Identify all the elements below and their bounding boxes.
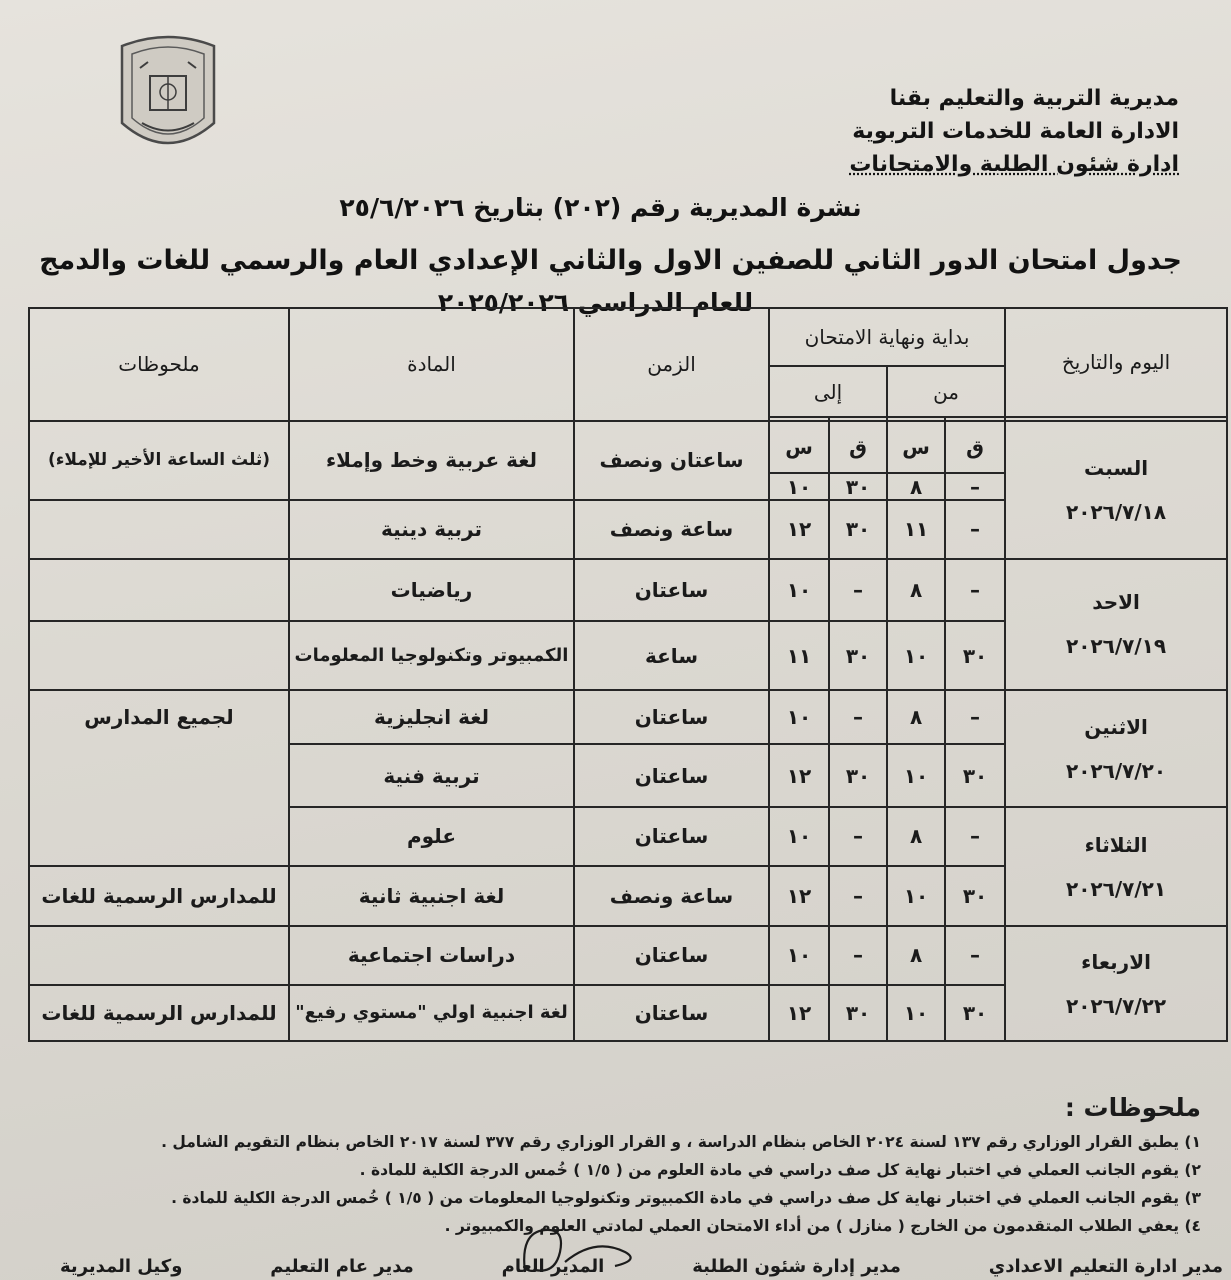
note-item: ٤) يعفي الطلاب المتقدمون من الخارج ( منازل ) من أداء الامتحان العملي لمادتي العلوم والكمبيوتر . (444, 1217, 1201, 1235)
from-hour: ١٠ (887, 621, 945, 690)
header-general-admin: الادارة العامة للخدمات التربوية (852, 119, 1179, 144)
note-cell (29, 621, 289, 690)
from-minute: ٣٠ (945, 985, 1005, 1041)
day-date: ٢٠٢٦/٧/٢٢ (1066, 993, 1167, 1018)
from-hour: ٨ (887, 690, 945, 744)
header-from: من (887, 366, 1005, 416)
signatures-row (60, 1256, 1223, 1277)
duration-cell: ساعتان (574, 926, 769, 984)
day-name: الثلاثاء (1084, 832, 1148, 857)
notes-title: ملحوظات : (1064, 1093, 1201, 1122)
note-item: ٢) يقوم الجانب العملي في اختبار نهاية كل صف دراسي في مادة العلوم من ( ١/٥ ) خُمس الدرجة الكلية للمادة . (359, 1161, 1201, 1179)
to-hour: ١٠ (769, 473, 829, 500)
note-cell (29, 559, 289, 622)
header-directorate: مديرية التربية والتعليم بقنا (889, 86, 1179, 111)
to-hour: ١٠ (769, 926, 829, 984)
from-hour: ٨ (887, 473, 945, 500)
subject-cell: لغة انجليزية (289, 690, 574, 744)
to-hour: ١٢ (769, 866, 829, 927)
to-hour: ١٢ (769, 985, 829, 1041)
header-to: إلى (769, 366, 887, 416)
note-item: ١) يطبق القرار الوزاري رقم ١٣٧ لسنة ٢٠٢٤ الخاص بنظام الدراسة ، و القرار الوزاري رقم ٣٧٧ لسنة ٢٠١٧ الخاص بنظام التقويم الشامل . (161, 1133, 1201, 1151)
subject-cell: لغة اجنبية ثانية (289, 866, 574, 927)
header-affairs-admin: ادارة شئون الطلبة والامتحانات (849, 152, 1179, 177)
duration-cell: ساعتان (574, 985, 769, 1041)
duration-cell: ساعتان (574, 744, 769, 807)
subject-cell: رياضيات (289, 559, 574, 622)
duration-cell: ساعتان ونصف (574, 421, 769, 500)
header-day-date: اليوم والتاريخ (1005, 308, 1227, 417)
to-hour: ١٠ (769, 807, 829, 865)
from-minute: – (945, 500, 1005, 558)
unit-hour: س (769, 421, 829, 473)
duration-cell: ساعتان (574, 559, 769, 622)
unit-minute: ق (829, 421, 887, 473)
note-cell: للمدارس الرسمية للغات (29, 985, 289, 1041)
subject-cell: تربية دينية (289, 500, 574, 558)
day-cell (1005, 807, 1227, 926)
duration-cell: ساعة (574, 621, 769, 690)
subject-cell: تربية فنية (289, 744, 574, 807)
from-hour: ١٠ (887, 744, 945, 807)
subject-cell: دراسات اجتماعية (289, 926, 574, 984)
day-cell (1005, 926, 1227, 1041)
duration-cell: ساعتان (574, 690, 769, 744)
from-minute: – (945, 559, 1005, 622)
to-minute: ٣٠ (829, 500, 887, 558)
subject-cell: لغة اجنبية اولي "مستوي رفيع" (289, 985, 574, 1041)
day-name: الاربعاء (1081, 949, 1151, 974)
subject-cell: الكمبيوتر وتكنولوجيا المعلومات (289, 621, 574, 690)
from-hour: ٨ (887, 926, 945, 984)
to-hour: ١١ (769, 621, 829, 690)
from-minute: – (945, 473, 1005, 500)
header-start-end: بداية ونهاية الامتحان (769, 308, 1005, 366)
subject-cell: لغة عربية وخط وإملاء (289, 421, 574, 500)
day-date: ٢٠٢٦/٧/١٩ (1066, 634, 1167, 659)
to-minute: – (829, 926, 887, 984)
unit-hour: س (887, 421, 945, 473)
notes-section (21, 1093, 1201, 1240)
day-cell (1005, 559, 1227, 691)
duration-cell: ساعة ونصف (574, 500, 769, 558)
signature-deputy: وكيل المديرية (60, 1256, 183, 1277)
from-minute: – (945, 926, 1005, 984)
day-name: السبت (1084, 455, 1149, 480)
note-cell: لجميع المدارس (29, 690, 289, 865)
note-cell: للمدارس الرسمية للغات (29, 866, 289, 927)
to-minute: – (829, 866, 887, 927)
duration-cell: ساعتان (574, 807, 769, 865)
from-hour: ٨ (887, 559, 945, 622)
to-minute: – (829, 690, 887, 744)
signature-prep-director: مدير ادارة التعليم الاعدادي (988, 1256, 1223, 1277)
from-minute: ٣٠ (945, 621, 1005, 690)
header-duration: الزمن (574, 308, 769, 421)
note-cell: (ثلث الساعة الأخير للإملاء) (29, 421, 289, 500)
bulletin-title: نشرة المديرية رقم (٢٠٢) بتاريخ ٢٥/٦/٢٠٢٦ (339, 193, 862, 222)
day-date: ٢٠٢٦/٧/٢١ (1066, 876, 1167, 901)
from-hour: ٨ (887, 807, 945, 865)
ministry-seal-icon (112, 28, 224, 163)
day-cell (1005, 421, 1227, 559)
to-hour: ١٠ (769, 559, 829, 622)
signature-general-manager: المدير العام (501, 1256, 605, 1277)
schedule-title: جدول امتحان الدور الثاني للصفين الاول والثاني الإعدادي العام والرسمي للغات والدمج (39, 245, 1182, 276)
academic-year-title: للعام الدراسي ٢٠٢٥/٢٠٢٦ (437, 288, 754, 317)
signature-student-affairs: مدير إدارة شئون الطلبة (692, 1256, 901, 1277)
to-hour: ١٠ (769, 690, 829, 744)
note-cell (29, 500, 289, 558)
note-item: ٣) يقوم الجانب العملي في اختبار نهاية كل صف دراسي في مادة الكمبيوتر وتكنولوجيا المعلومات من ( ١/٥ ) خُمس الدرجة الكلية للمادة . (171, 1189, 1201, 1207)
to-minute: ٣٠ (829, 744, 887, 807)
header-notes: ملحوظات (29, 308, 289, 421)
from-hour: ١١ (887, 500, 945, 558)
to-hour: ١٢ (769, 500, 829, 558)
header-subject: المادة (289, 308, 574, 421)
signature-education-director: مدير عام التعليم (270, 1256, 414, 1277)
to-minute: – (829, 559, 887, 622)
from-minute: ٣٠ (945, 866, 1005, 927)
directorate-header (849, 82, 1179, 181)
subject-cell: علوم (289, 807, 574, 865)
from-hour: ١٠ (887, 866, 945, 927)
to-minute: ٣٠ (829, 473, 887, 500)
from-hour: ١٠ (887, 985, 945, 1041)
from-minute: – (945, 690, 1005, 744)
day-name: الاحد (1092, 590, 1140, 615)
day-cell (1005, 690, 1227, 807)
to-minute: ٣٠ (829, 621, 887, 690)
from-minute: ٣٠ (945, 744, 1005, 807)
day-name: الاثنين (1084, 714, 1148, 739)
exam-schedule-table (28, 307, 1228, 1042)
day-date: ٢٠٢٦/٧/٢٠ (1066, 758, 1167, 783)
unit-minute: ق (945, 421, 1005, 473)
to-hour: ١٢ (769, 744, 829, 807)
to-minute: – (829, 807, 887, 865)
to-minute: ٣٠ (829, 985, 887, 1041)
day-date: ٢٠٢٦/٧/١٨ (1066, 499, 1167, 524)
duration-cell: ساعة ونصف (574, 866, 769, 927)
note-cell (29, 926, 289, 984)
from-minute: – (945, 807, 1005, 865)
